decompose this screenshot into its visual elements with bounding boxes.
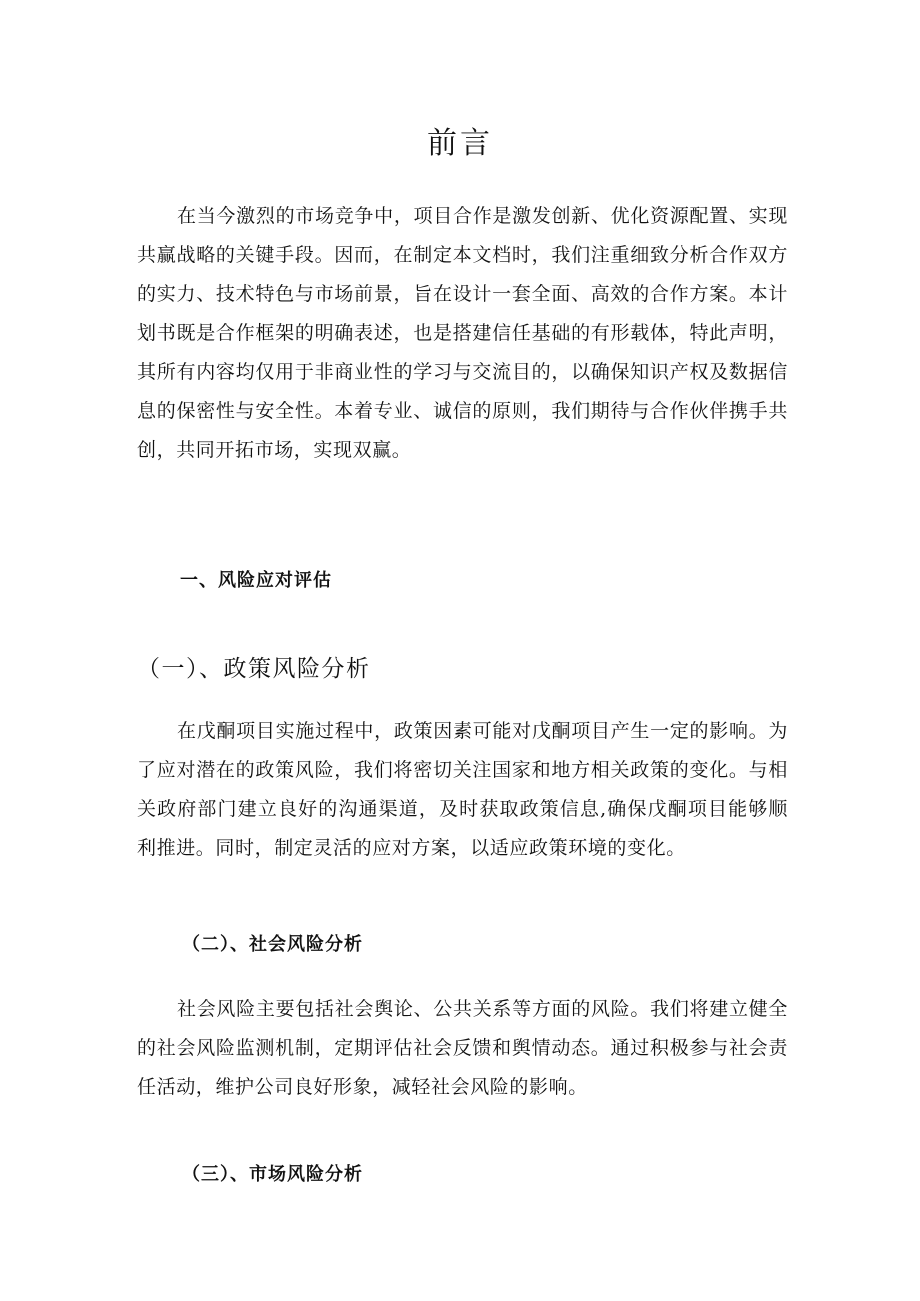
subsection-heading-market-risk: （三）、市场风险分析 [182,1164,363,1185]
social-risk-paragraph: 社会风险主要包括社会舆论、公共关系等方面的风险。我们将建立健全的社会风险监测机制，定期评估社会反馈和舆情动态。通过积极参与社会责任活动，维护公司良好形象，减轻社会风险的影响。 [137,998,788,1098]
section-heading-risk-assessment: 一、风险应对评估 [180,570,332,591]
preface-paragraph: 在当今激烈的市场竞争中，项目合作是激发创新、优化资源配置、实现共赢战略的关键手段。因而，在制定本文档时，我们注重细致分析合作双方的实力、技术特色与市场前景，旨在设计一套全面、高效的合作方案。本计划书既是合作框架的明确表述，也是搭建信任基础的有形载体，特此声明，其所有内容均仅用于非商业性的学习与交流目的，以确保知识产权及数据信息的保密性与安全性。本着专业、诚信的原则，我们期待与合作伙伴携手共创，共同开拓市场，实现双赢。 [137,205,788,461]
subsection-heading-policy-risk: （一）、政策风险分析 [137,656,371,682]
document-title: 前言 [427,126,493,161]
subsection-heading-social-risk: （二）、社会风险分析 [182,934,363,955]
policy-risk-paragraph: 在戊酮项目实施过程中，政策因素可能对戊酮项目产生一定的影响。为了应对潜在的政策风险，我们将密切关注国家和地方相关政策的变化。与相关政府部门建立良好的沟通渠道，及时获取政策信息,确保戊酮项目能够顺利推进。同时，制定灵活的应对方案，以适应政策环境的变化。 [137,720,788,859]
